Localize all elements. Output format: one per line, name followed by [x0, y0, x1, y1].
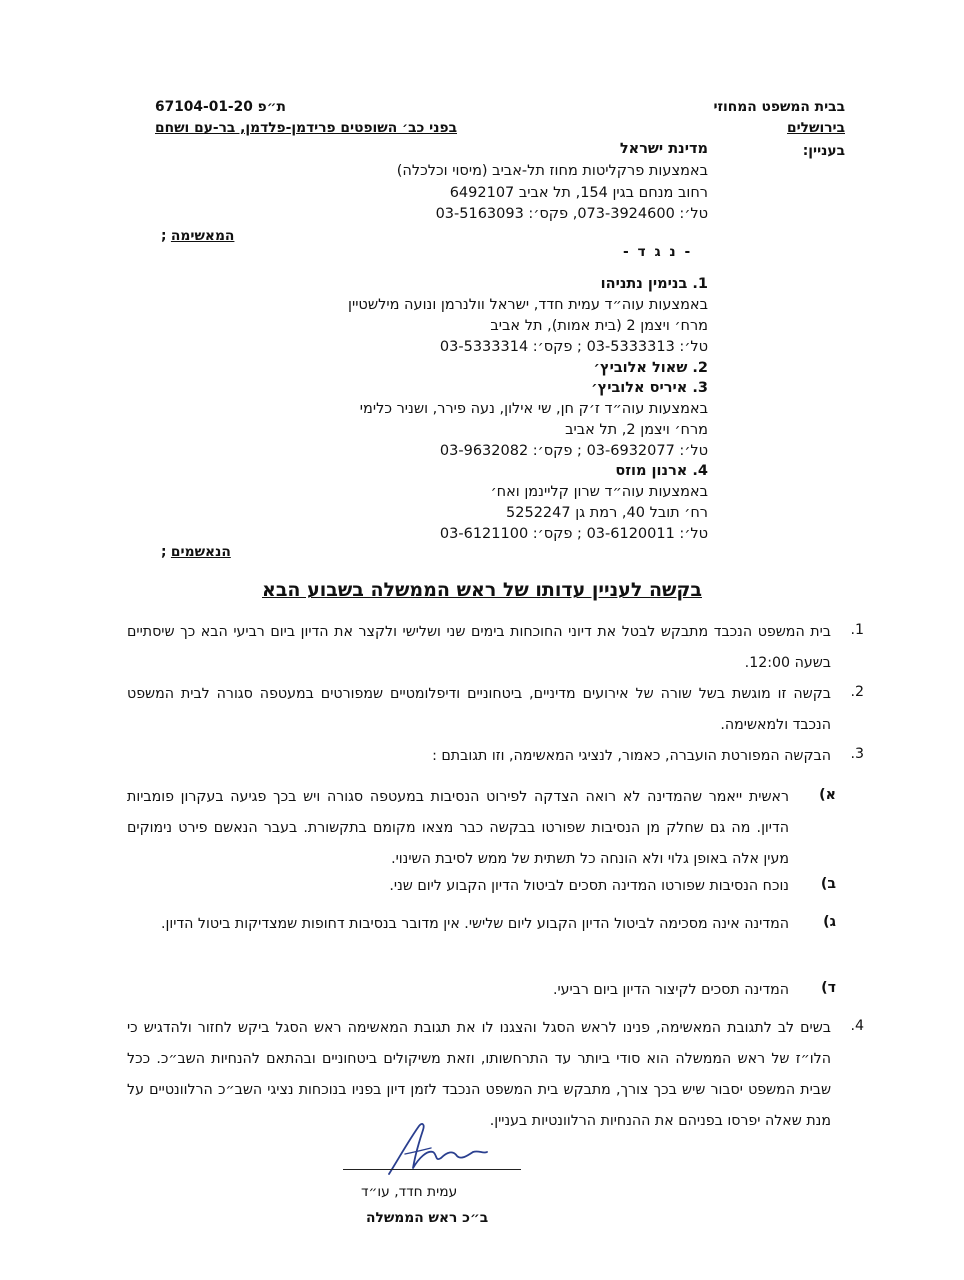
sub-c-number: ג): [823, 914, 836, 930]
signature-name: עמית חדד, עו״ד: [361, 1184, 458, 1200]
defendant-4-line-1: באמצעות עוה״ד שרון קליינמן ואח׳: [490, 484, 708, 500]
defendants-role-suffix: ;: [161, 544, 167, 560]
plaintiff-role-suffix: ;: [161, 228, 167, 244]
defendant-4-name: 4. ארנון מוזס: [615, 463, 708, 479]
sub-paragraph-a: ראשית ייאמר שהמדינה לא רואה הצדקה לפירוט הנסיבות במעטפה סגורה ויש בכך פגיעה בעקרון פומביות הדיון. מה גם שחלק מן הנסיבות שפורטו בבקשה כבר מצאו מקומם בתקשורת. בעבר הנאשם פירט נימוקים מעין אלה באופן גלוי ולא הונחה כל תשתית של ממש לסיבת השינוי.: [127, 789, 789, 867]
defendant-23-line-2: מרח׳ ויצמן 2, תל אביב: [565, 422, 708, 438]
defendants-role-label: הנאשמים: [170, 544, 231, 560]
paragraph-4: בשים לב לתגובת המאשימה, פנינו לראש הסגל והצגנו לו את תגובת המאשימה ראש הסגל ביקש לחזור ולהדגיש כי הלו״ז של ראש הממשלה הוא סודי ביותר עד התרחשותו, וזאת משיקולים ביטחוניים ובהתאם להנחיות השב״כ. ככל שבית המשפט יסבור שיש בכך צורך, מתבקש בית המשפט הנכבד לזמן דיון בפניו בנוכחות נציגי השב״כ הרלוונטיים על מנת שאלה יפרסו בפניהם את ההנחיות הרלוונטיות בעניין.: [127, 1020, 831, 1129]
in-matter-label: בעניין:: [802, 143, 845, 159]
defendant-23-line-1: באמצעות עוה״ד ז׳ק חן, שי אילון, נעה פירר, ושניר כלימי: [359, 401, 708, 417]
defendant-4-line-2: רח׳ תובל 40, רמת גן 5252247: [506, 505, 708, 521]
defendant-23-line-3: טל׳: 03-6932077 ; פקס׳: 03-9632082: [439, 443, 708, 459]
sub-paragraph-d: המדינה תסכים לקיצור הדיון ביום רביעי.: [552, 982, 789, 998]
sub-b-number: ב): [820, 876, 836, 892]
defendant-1-name: 1. בנימין נתניהו: [600, 276, 708, 292]
plaintiff-role-label: המאשימה: [170, 228, 235, 244]
paragraph-2-number: 2.: [850, 684, 864, 700]
versus-marker: - נ ג ד -: [623, 244, 693, 260]
paragraph-3-number: 3.: [850, 746, 864, 762]
judges-line: בפני כב׳ השופטים פרידמן-פלדמן, בר-עם ושחם: [155, 120, 457, 136]
document-title: בקשה לעניין עדותו של ראש הממשלה בשבוע הבא: [262, 579, 702, 601]
defendant-2-name: 2. שאול אלוביץ׳: [593, 360, 708, 376]
court-city: בירושלים: [787, 120, 845, 136]
paragraph-1-number: 1.: [850, 622, 864, 638]
plaintiff-line-2: רחוב מנחם בגין 154, תל אביב 6492107: [449, 185, 708, 201]
defendant-4-line-3: טל׳: 03-6120011 ; פקס׳: 03-6121100: [439, 526, 708, 542]
defendant-1-line-3: טל׳: 03-5333313 ; פקס׳: 03-5333314: [439, 339, 708, 355]
signature-line: [343, 1169, 521, 1170]
case-number: ת״פ 67104-01-20: [155, 99, 286, 115]
handwritten-signature: [375, 1118, 495, 1180]
sub-paragraph-c: המדינה אינה מסכימה לביטול הדיון הקבוע ליום שלישי. אין מדובר בנסיבות דחופות שמצדיקות ביטול הדיון.: [160, 916, 789, 932]
sub-d-number: ד): [821, 980, 836, 996]
defendant-3-name: 3. איריס אלוביץ׳: [591, 380, 708, 396]
court-name: בבית המשפט המחוזי: [713, 99, 845, 115]
paragraph-3: הבקשה המפורטת הועברה, כאמור, לנציגי המאשימה, וזו תגובתם :: [432, 748, 831, 764]
paragraph-2: בקשה זו מוגשת בשל שורה של אירועים מדיניים, ביטחוניים ודיפלומטיים שמפורטים במעטפה סגורה לבית המשפט הנכבד ולמאשימה.: [127, 686, 831, 733]
plaintiff-name: מדינת ישראל: [619, 141, 708, 157]
paragraph-1: בית המשפט הנכבד מתבקש לבטל את דיוני החוכחות בימים שני ושלישי ולקצר את הדיון ביום רביעי הבא כך שיסתיים בשעה 12:00.: [127, 624, 831, 671]
signature-role: ב״כ ראש הממשלה: [366, 1210, 489, 1226]
defendants-role: [161, 544, 231, 560]
plaintiff-role: [161, 228, 234, 244]
sub-a-number: א): [819, 787, 836, 803]
defendant-1-line-1: באמצעות עוה״ד עמית חדד, ישראל וולנרמן ונועה מילשטיין: [348, 297, 708, 313]
plaintiff-line-3: טל׳: 073-3924600, פקס׳: 03-5163093: [435, 206, 708, 222]
defendant-1-line-2: מרח׳ ויצמן 2 (בית אמות), תל אביב: [490, 318, 708, 334]
paragraph-4-number: 4.: [850, 1018, 864, 1034]
plaintiff-line-1: באמצעות פרקליטות מחוז תל-אביב (מיסוי וכלכלה): [396, 163, 708, 179]
sub-paragraph-b: נוכח הנסיבות שפורטו המדינה תסכים לביטול הדיון הקבוע ליום שני.: [389, 878, 789, 894]
